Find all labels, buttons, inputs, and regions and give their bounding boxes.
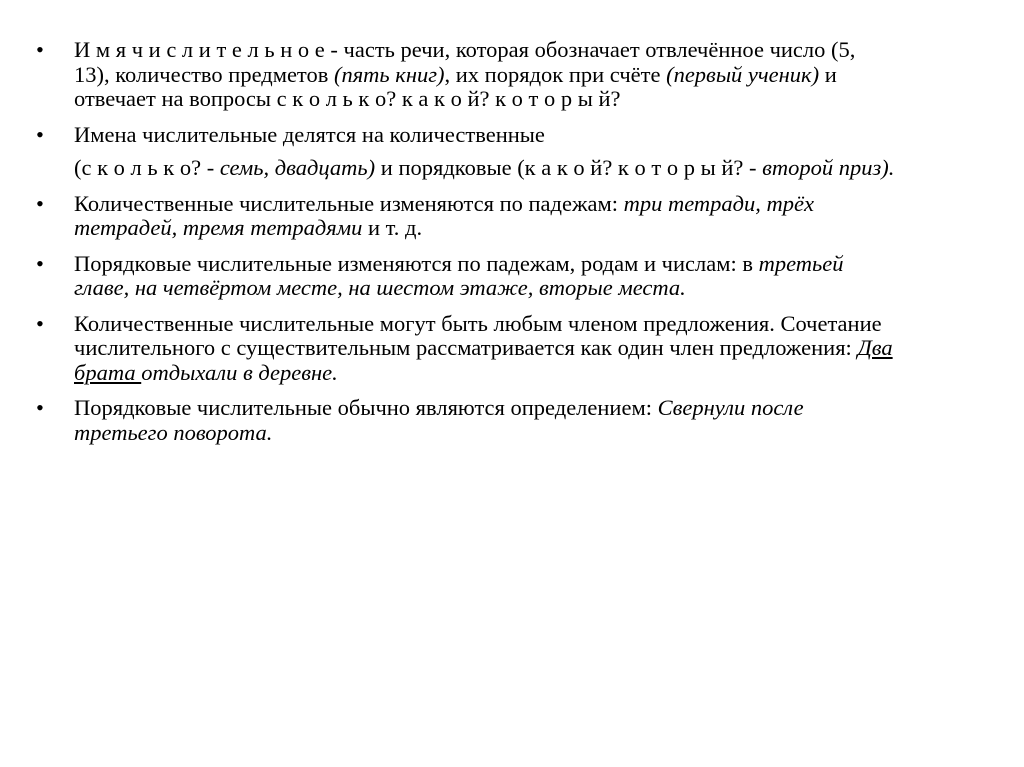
text-segment: Порядковые числительные обычно являются определением:	[74, 395, 658, 420]
bullet-item-cardinal-syntax	[36, 312, 896, 386]
text-segment: (с к о л ь к о? -	[74, 155, 220, 180]
example-italic: Свернули после третьего поворота.	[74, 395, 804, 445]
text-segment: Имена числительные делятся на количественные	[74, 121, 545, 147]
text-segment: и порядковые (к а к о й? к о т о р ы й? -	[375, 155, 763, 180]
text-segment: и отвечает на вопросы с к о л ь к о? к а к о й? к о т о р ы й?	[74, 61, 837, 111]
bullet-mark: •	[36, 250, 44, 276]
bullet-mark: •	[36, 190, 44, 216]
text-segment: и т. д.	[362, 215, 423, 240]
text-segment: , их порядок при счёте	[444, 61, 667, 87]
bullet-mark: •	[36, 37, 44, 62]
example-italic: три тетради, трёх тетрадей, тремя тетрадями	[74, 190, 815, 240]
example-italic: третьей главе, на четвёртом месте, на шестом этаже, вторые места.	[74, 250, 844, 300]
example-underlined: Два брата	[74, 335, 893, 385]
bullet-mark: •	[36, 121, 44, 147]
text-segment: Количественные числительные изменяются по падежам:	[74, 190, 624, 216]
bullet-item-cardinal-cases	[36, 192, 896, 241]
bullet-item-ordinal-syntax	[36, 396, 896, 445]
bullet-item-division	[36, 123, 896, 148]
text-segment: И м я ч и с л и т е л ь н о е	[74, 37, 325, 62]
bullet-list	[36, 38, 896, 456]
text-segment: Количественные числительные могут быть любым членом предложения. Сочетание числительного с существительным рассматривается как один член предложения:	[74, 310, 882, 360]
text-segment: - часть речи, которая обозначает отвлечённое число (5, 13), количество предметов	[74, 37, 856, 87]
example-italic: семь, двадцать)	[219, 155, 376, 180]
example-italic: второй приз).	[762, 155, 895, 180]
continuation-paragraph	[36, 156, 896, 181]
text-segment: Порядковые числительные изменяются по падежам, родам и числам: в	[74, 250, 759, 276]
bullet-mark: •	[36, 310, 44, 336]
bullet-item-ordinal-cases	[36, 252, 896, 301]
example-italic: (пять книг)	[333, 61, 445, 87]
example-italic: (первый ученик)	[666, 61, 820, 87]
example-italic: отдыхали в деревне.	[141, 359, 338, 385]
bullet-mark: •	[36, 395, 44, 420]
bullet-item-definition	[36, 38, 896, 112]
